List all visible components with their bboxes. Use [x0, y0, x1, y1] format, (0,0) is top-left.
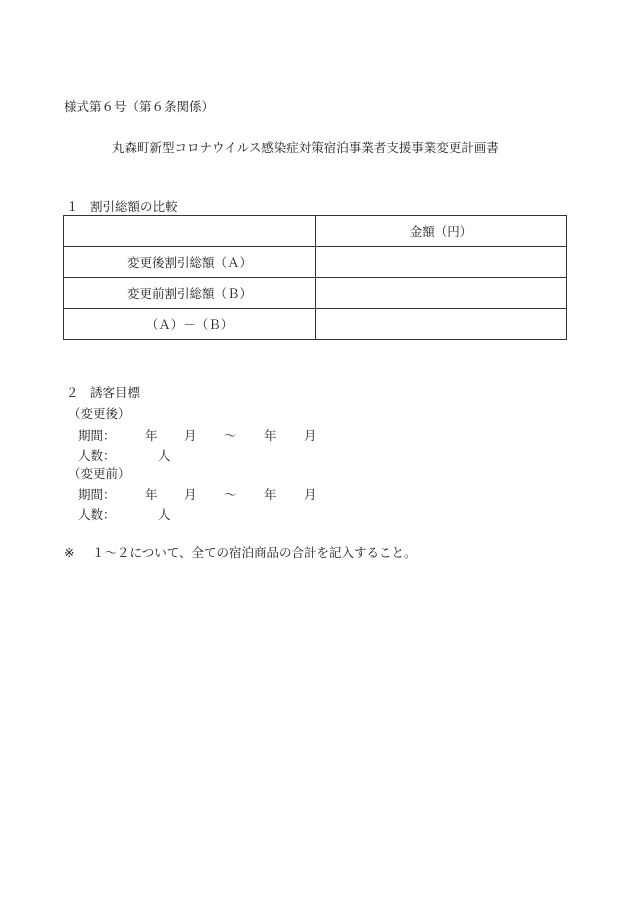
- row-amount-after[interactable]: [316, 247, 567, 278]
- section1-title: 割引総額の比較: [90, 199, 178, 214]
- footnote: [64, 543, 417, 561]
- table-row: [64, 309, 567, 340]
- after-period-label: 期間：: [78, 428, 116, 443]
- before-start-month: 月: [184, 487, 197, 502]
- note-text: １～２について、全ての宿泊商品の合計を記入すること。: [92, 545, 417, 560]
- section1-number: １: [66, 199, 79, 214]
- after-start-year: 年: [145, 428, 158, 443]
- after-people-label: 人数：: [78, 448, 116, 463]
- after-change-label: （変更後）: [68, 406, 131, 421]
- before-end-month: 月: [304, 487, 317, 502]
- before-tilde: ～: [224, 487, 237, 502]
- after-people-unit: 人: [158, 448, 171, 463]
- form-number: 様式第６号（第６条関係）: [64, 99, 215, 114]
- comparison-table: [63, 215, 567, 340]
- after-end-month: 月: [304, 428, 317, 443]
- after-end-year: 年: [264, 428, 277, 443]
- row-label-after: 変更後割引総額（Ａ）: [64, 247, 316, 278]
- table-row: [64, 247, 567, 278]
- table-row: [64, 278, 567, 309]
- before-period-label: 期間：: [78, 487, 116, 502]
- section2-heading: [66, 383, 140, 401]
- row-label-difference: （Ａ）－（Ｂ）: [64, 309, 316, 340]
- note-mark: ※: [64, 545, 75, 560]
- after-start-month: 月: [184, 428, 197, 443]
- row-label-before: 変更前割引総額（Ｂ）: [64, 278, 316, 309]
- table-header-amount: 金額（円）: [316, 216, 567, 247]
- document-title: 丸森町新型コロナウイルス感染症対策宿泊事業者支援事業変更計画書: [112, 140, 499, 155]
- table-header-empty: [64, 216, 316, 247]
- before-change-label: （変更前）: [68, 466, 131, 481]
- before-end-year: 年: [264, 487, 277, 502]
- row-amount-before[interactable]: [316, 278, 567, 309]
- table-header-row: [64, 216, 567, 247]
- row-amount-difference[interactable]: [316, 309, 567, 340]
- section1-heading: [66, 197, 178, 215]
- before-start-year: 年: [145, 487, 158, 502]
- section2-number: ２: [66, 385, 79, 400]
- after-tilde: ～: [224, 428, 237, 443]
- before-people-label: 人数：: [78, 507, 116, 522]
- section2-title: 誘客目標: [90, 385, 141, 400]
- before-people-unit: 人: [158, 507, 171, 522]
